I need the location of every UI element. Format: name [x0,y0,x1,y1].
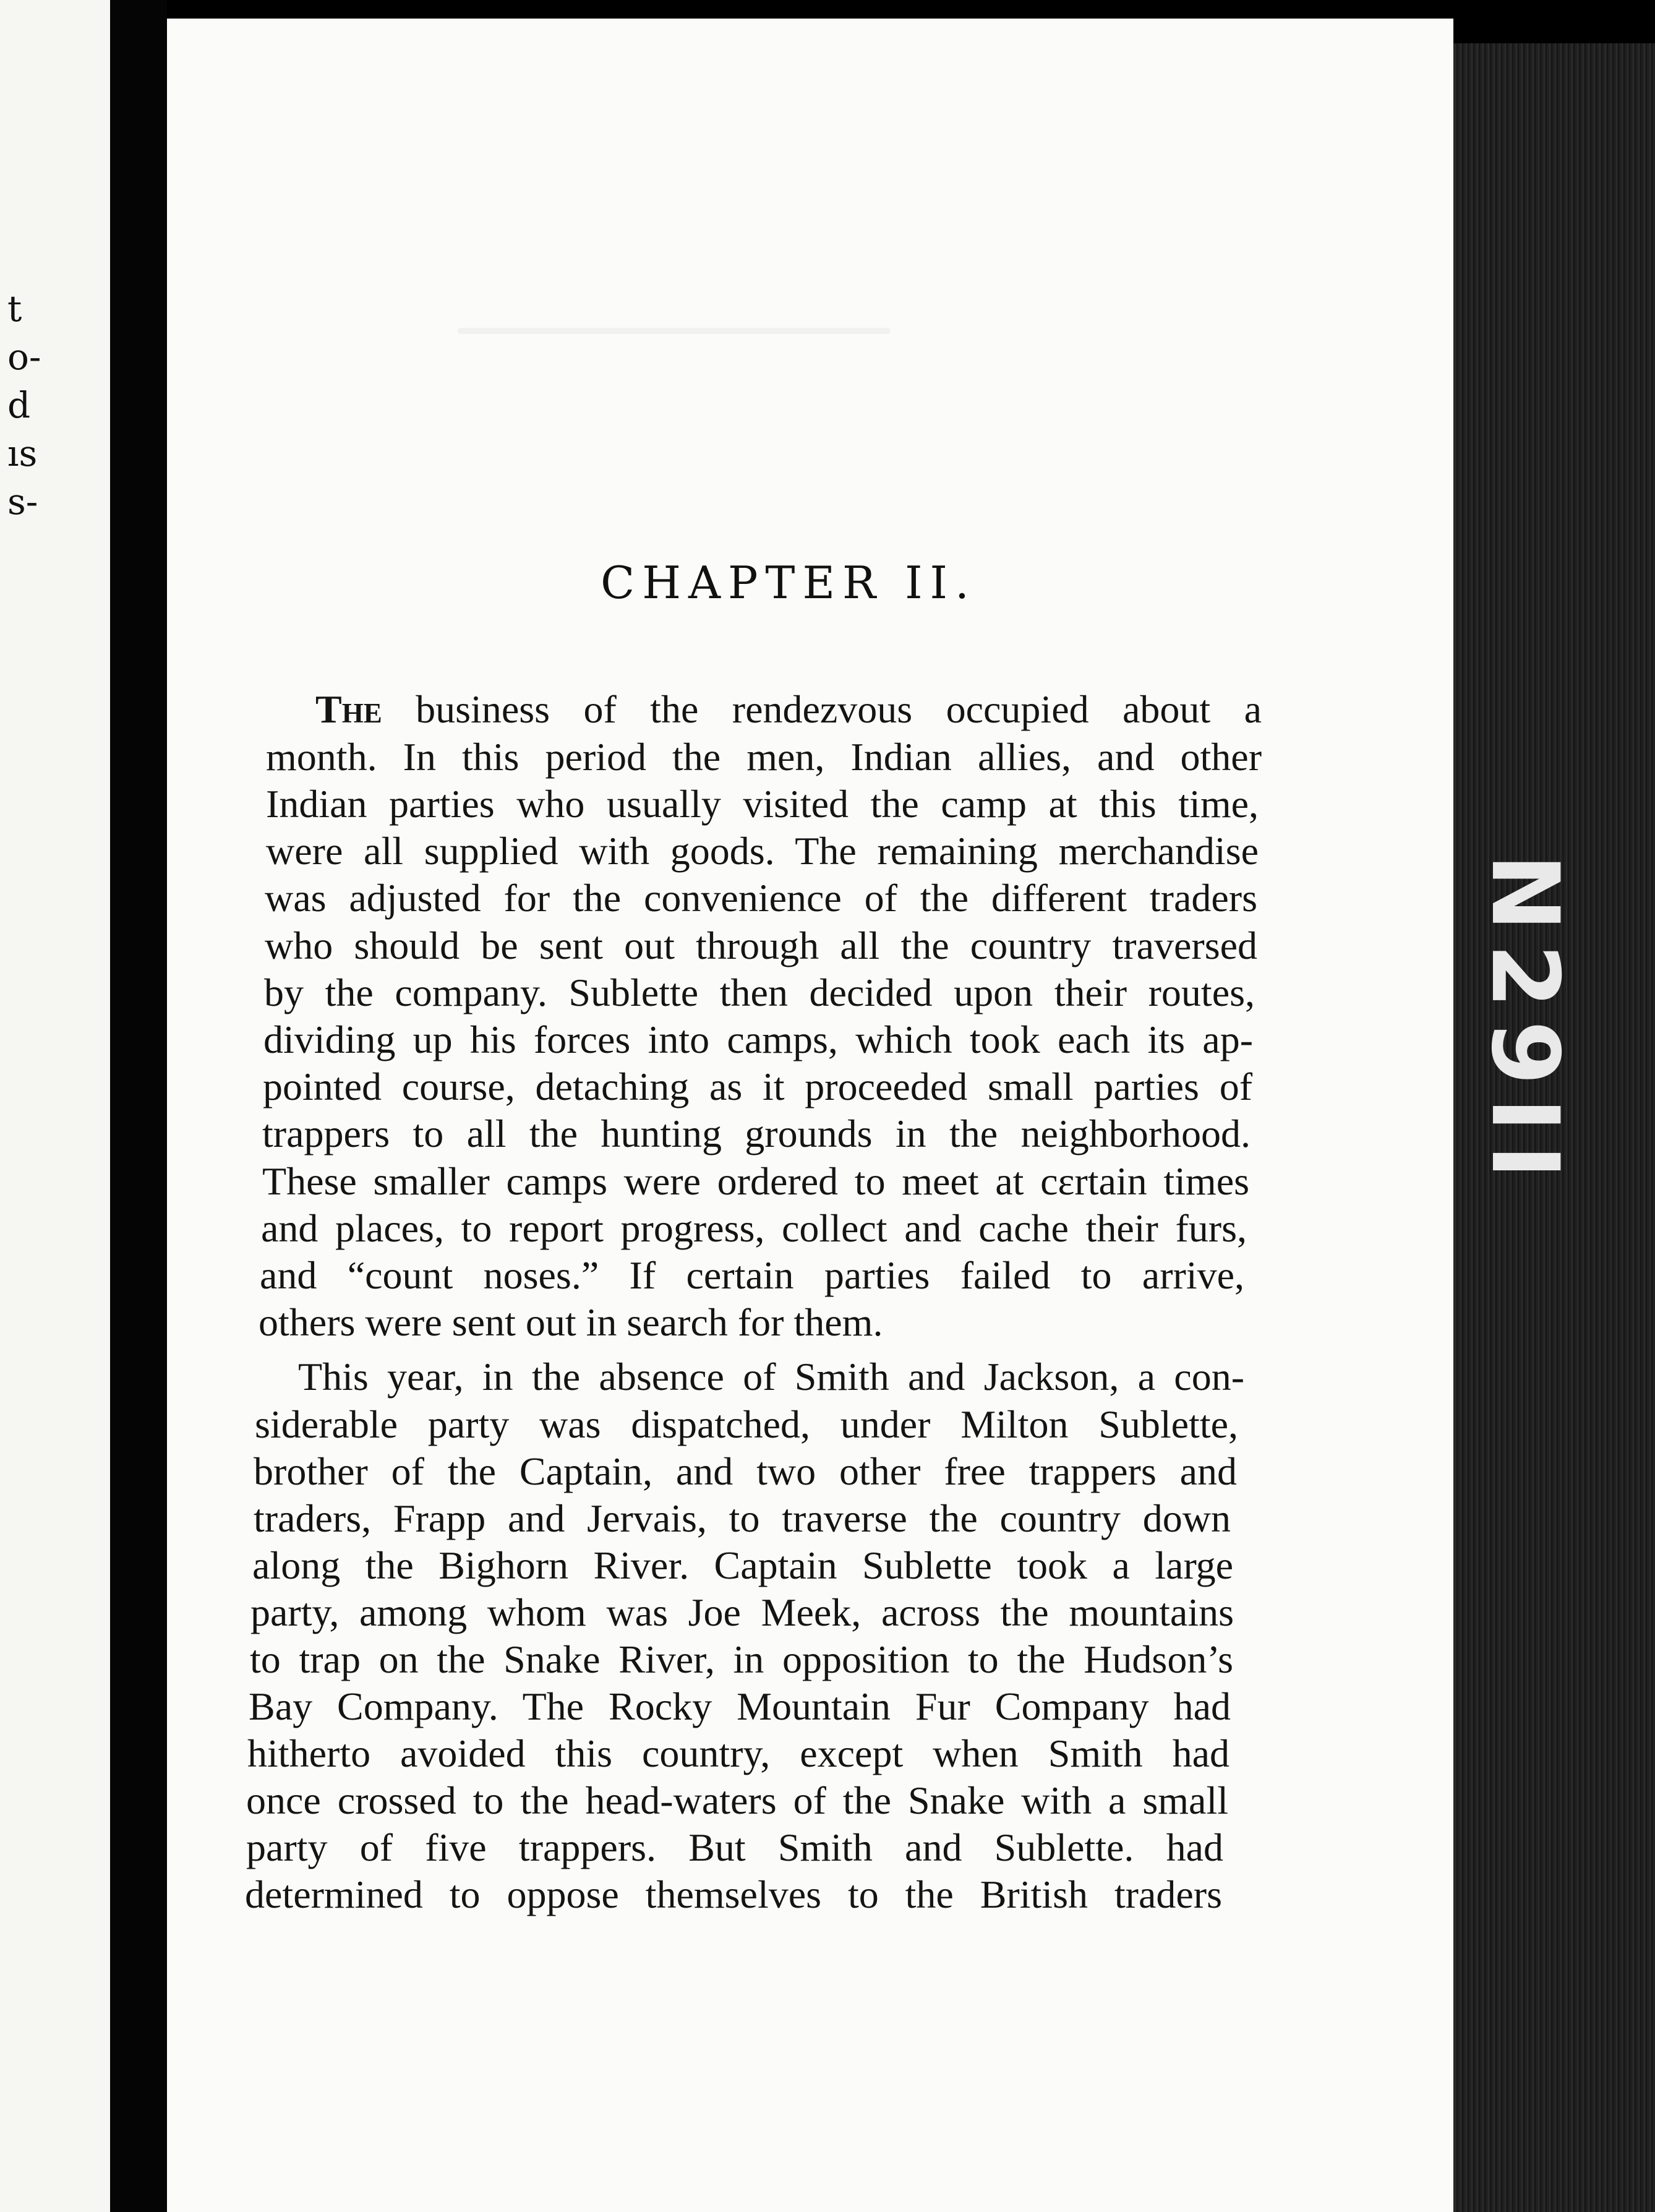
text-line: trappers to all the hunting grounds in the neighborhood. [262,1112,1251,1155]
left-page-fragment: ıs [7,432,38,474]
text-line [315,687,1262,731]
text-line: along the Bighorn River. Captain Sublette took a large [252,1543,1233,1587]
book-gutter [110,0,167,2212]
text-line: hitherto avoided this country, except when Smith had [247,1731,1229,1775]
spine-stamp-text: N29II [1471,854,1578,1191]
text-line: party of five trappers. But Smith and Sublette. had [246,1825,1223,1869]
spine-stamp [1471,854,1583,1386]
left-page-fragment: t [7,288,22,330]
left-page-fragment: d [7,384,31,426]
text-line: traders, Frapp and Jervais, to traverse the country down [254,1496,1231,1540]
text-line: brother of the Captain, and two other free trappers and [254,1449,1237,1493]
text-line: and places, to report progress, collect and cache their furs, [261,1206,1247,1250]
text-line: Bay Company. The Rocky Mountain Fur Company had [249,1684,1231,1728]
text-line: to trap on the Snake River, in opposition to the Hudson’s [250,1637,1233,1681]
chapter-heading-text: CHAPTER II. [601,557,977,609]
show-through-mark [458,328,891,334]
text-line: These smaller camps were ordered to meet at cɛrtain times [262,1159,1249,1203]
left-page-fragment: o- [7,336,41,378]
first-line-rest: business of the rendezvous occupied about a [382,687,1262,731]
left-facing-page [0,0,110,2212]
text-line: was adjusted for the convenience of the different traders [265,876,1257,920]
left-page-fragment: s- [7,481,38,523]
text-line: pointed course, detaching as it proceeded small parties of [263,1065,1252,1108]
text-line: dividing up his forces into camps, which took each its ap- [263,1018,1253,1061]
text-line: Indian parties who usually visited the camp at this time, [266,782,1259,826]
text-line: were all supplied with goods. The remaining merchandise [266,829,1259,873]
text-line: by the company. Sublette then decided upon their routes, [264,971,1255,1014]
text-line: party, among whom was Joe Meek, across the mountains [250,1590,1234,1634]
text-line: siderable party was dispatched, under Milton Sublette, [255,1402,1238,1446]
text-line: and “count noses.” If certain parties failed to arrive, [260,1253,1244,1297]
text-line: who should be sent out through all the country traversed [265,924,1257,967]
small-caps-first-word: The [315,687,382,731]
text-line: others were sent out in search for them. [259,1300,883,1344]
text-line: month. In this period the men, Indian allies, and other [266,735,1262,779]
text-line: determined to oppose themselves to the British traders [245,1872,1222,1916]
text-line: This year, in the absence of Smith and Jackson, a con- [298,1355,1244,1399]
text-line: once crossed to the head-waters of the Snake with a small [246,1778,1228,1822]
chapter-heading [167,557,1453,609]
